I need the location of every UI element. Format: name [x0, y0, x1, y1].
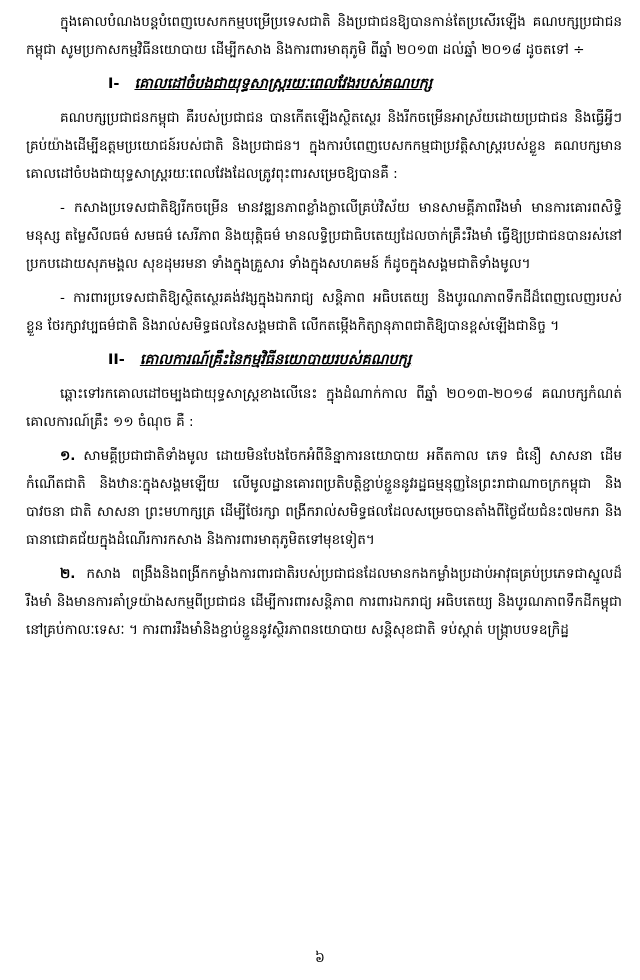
intro-paragraph: ក្នុងគោលបំណងបន្តបំពេញបេសកកម្មបម្រើប្រទេសជាតិ និងប្រជាជនឱ្យបានកាន់តែប្រសើរឡើង គណបក្សប្រជាជនកម្ពុជា សូមប្រកាសកម្មវិធីនយោបាយ ដើម្បីកសាង និងការពារមាតុភូមិ ពីឆ្នាំ ២០១៣ ដល់ឆ្នាំ ២០១៨ ដូចតទៅ ÷ [26, 14, 622, 58]
bullet-item: - ការពារប្រទេសជាតិឱ្យស្ថិតស្ថេរគង់វង្សក្នុងឯករាជ្យ សន្តិភាព អធិបតេយ្យ និងបូរណភាពទឹកដីដ៏ពេញលេញរបស់ខ្លួន ថែរក្សាវប្បធម៌ជាតិ និងរាល់សមិទ្ធផលនៃសង្គមជាតិ លើកតម្កើងកិត្យានុភាពជាតិឱ្យបានខ្ពស់ឡើងជានិច្ច ។ [26, 290, 622, 334]
bullet-item: - កសាងប្រទេសជាតិឱ្យរីកចម្រើន មានវឌ្ឍនភាពខ្លាំងក្លាលើគ្រប់វិស័យ មានសាមគ្គីភាពរឹងមាំ មានការគោរពសិទ្ធិមនុស្ស តម្លៃសីលធម៌ សមធម៌ សេរីភាព និងយុត្តិធម៌ មានលទ្ធិប្រជាធិបតេយ្យដែលចាក់គ្រឹះរឹងមាំ ធ្វើឱ្យប្រជាជនបានរស់នៅប្រកបដោយសុភមង្គល សុខដុមរមនា ទាំងក្នុងគ្រួសារ ទាំងក្នុងសហគមន៍ ក៏ដូចក្នុងសង្គមជាតិទាំងមូល។ [26, 200, 622, 272]
section-number: I- [108, 76, 120, 92]
numbered-item [26, 442, 622, 554]
section2-paragraph: ឆ្ពោះទៅរកគោលដៅចម្បងជាយុទ្ធសាស្ត្រខាងលើនេះ ក្នុងដំណាក់កាល ពីឆ្នាំ ២០១៣-២០១៨ គណបក្សកំណត់គោលការណ៍គ្រឹះ ១១ ចំណុច គឺ : [26, 386, 622, 430]
section-heading-1 [108, 70, 622, 98]
item-number: ២. [60, 566, 76, 582]
page-number: ៦ [315, 950, 325, 966]
section1-paragraph: គណបក្សប្រជាជនកម្ពុជា គឺរបស់ប្រជាជន បានកើតឡើងស្ថិតស្ថេរ និងរីកចម្រើនអាស្រ័យដោយប្រជាជន និងធ្វើអ្វីៗគ្រប់យ៉ាងដើម្បីឧត្តមប្រយោជន៍របស់ជាតិ និងប្រជាជន។ ក្នុងការបំពេញបេសកកម្មជាប្រវត្តិសាស្ត្ររបស់ខ្លួន គណបក្សមានគោលដៅចំបងជាយុទ្ធសាស្ត្ររយៈពេលវែងដែលត្រូវពុះពារសម្រេចឱ្យបានគឺ : [26, 110, 622, 182]
section-title: គោលដៅចំបងជាយុទ្ធសាស្ត្ររយៈពេលវែងរបស់គណបក្ស [134, 76, 433, 92]
section-number: II- [108, 352, 125, 368]
item-text: សាមគ្គីប្រជាជាតិទាំងមូល ដោយមិនបែងចែកអំពីនិន្នាការនយោបាយ អតីតកាល ភេទ ជំនឿ សាសនា ដើមកំណើតជាតិ និងឋានៈក្នុងសង្គមឡើយ លើមូលដ្ឋានគោរពប្រតិបត្តិខ្ជាប់ខ្ជួននូវរដ្ឋធម្មនុញ្ញនៃព្រះរាជាណាចក្រកម្ពុជា និងបាវចនា ជាតិ សាសនា ព្រះមហាក្សត្រ ដើម្បីថែរក្សា ពង្រីករាល់សមិទ្ធផលដែលសម្រេចបានតាំងពីថ្ងៃជ័យជំនះ៧មករា និងធានាជោគជ័យក្នុងដំណើរការកសាង និងការពារមាតុភូមិតទៅមុខទៀត។ [26, 448, 622, 548]
numbered-item [26, 560, 622, 644]
section-title: គោលការណ៍គ្រឹះនៃកម្មវិធីនយោបាយរបស់គណបក្ស [139, 352, 412, 368]
item-number: ១. [60, 448, 76, 464]
section-heading-2 [108, 346, 622, 374]
item-text: កសាង ពង្រឹងនិងពង្រីកកម្លាំងការពារជាតិរបស់ប្រជាជនដែលមានកងកម្លាំងប្រដាប់អាវុធគ្រប់ប្រភេទជាស្នូលដ៏រឹងមាំ និងមានការគាំទ្រយ៉ាងសកម្មពីប្រជាជន ដើម្បីការពារសន្តិភាព ការពារឯករាជ្យ អធិបតេយ្យ និងបូរណភាពទឹកដីកម្ពុជានៅគ្រប់កាលៈទេសៈ ។ ការពាររឹងមាំនិងខ្ជាប់ខ្ជួននូវស្ថិរភាពនយោបាយ សន្តិសុខជាតិ ទប់ស្កាត់ បង្ក្រាបបទឧក្រិដ្ឋ [26, 566, 622, 638]
